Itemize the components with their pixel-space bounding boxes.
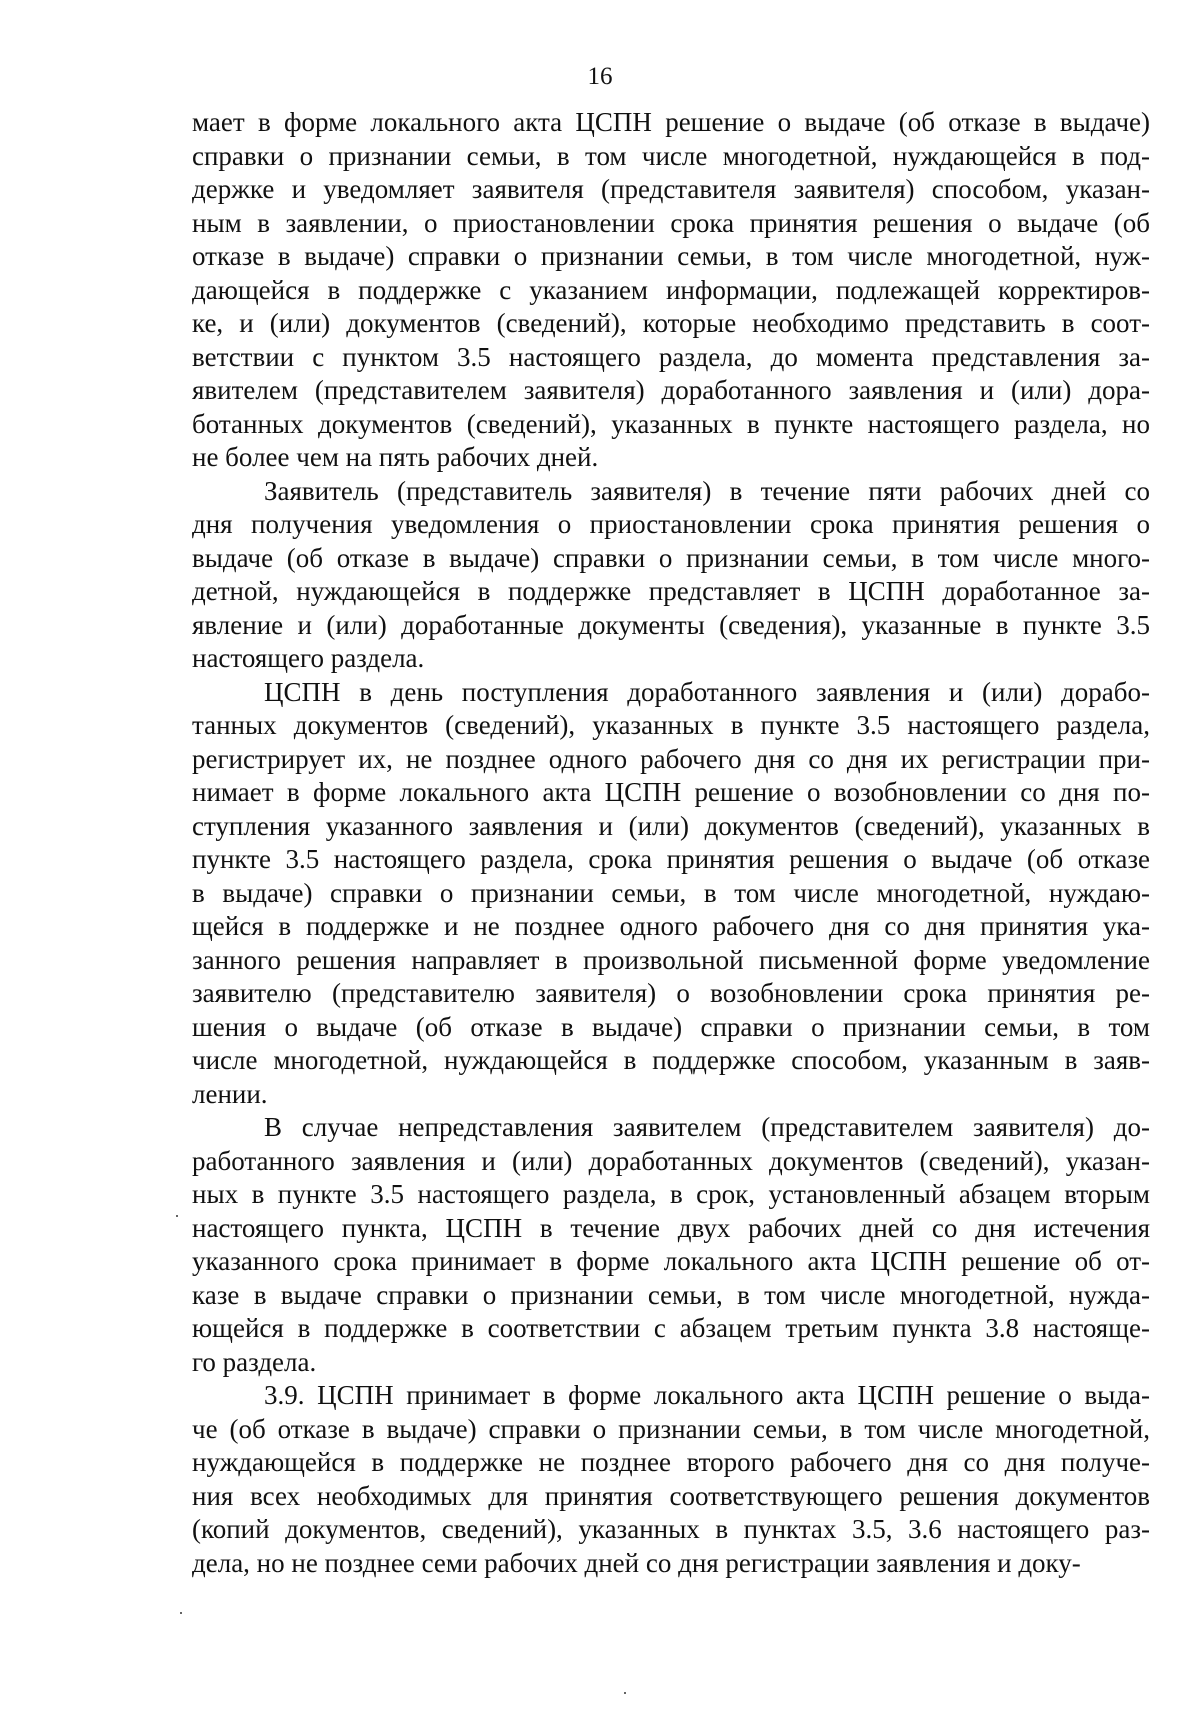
text-line: выдаче (об отказе в выдаче) справки о признании семьи, в том числе много- [192,542,1150,573]
text-line: (копий документов, сведений), указанных в пунктах 3.5, 3.6 настоящего раз- [192,1514,1150,1544]
text-line: настоящего пункта, ЦСПН в течение двух рабочих дней со дня истечения [192,1212,1150,1243]
paragraph [192,106,1150,475]
text-line: 3.9. ЦСПН принимает в форме локального акта ЦСПН решение о выда- [264,1380,1150,1410]
text-line: танных документов (сведений), указанных в пункте 3.5 настоящего раздела, [192,710,1150,740]
text-line: нуждающейся в поддержке не позднее второго рабочего дня со дня получе- [192,1447,1150,1477]
text-line: отказе в выдаче) справки о признании семьи, в том числе многодетной, нуж- [192,241,1150,271]
text-line: шения о выдаче (об отказе в выдаче) справки о признании семьи, в том [192,1011,1150,1042]
text-line: настоящего раздела. [192,643,425,673]
text-line: занного решения направляет в произвольной письменной форме уведомление [192,944,1150,975]
scan-speck [624,1692,626,1694]
text-line: справки о признании семьи, в том числе многодетной, нуждающейся в под- [192,140,1150,171]
text-line: ЦСПН в день поступления доработанного заявления и (или) дорабо- [264,676,1150,707]
scan-speck [180,1612,182,1614]
text-line: лении. [192,1078,268,1109]
text-line: работанного заявления и (или) доработанных документов (сведений), указан- [192,1145,1150,1176]
page-number: 16 [587,63,613,90]
text-line: В случае непредставления заявителем (представителем заявителя) до- [264,1112,1150,1142]
paragraph [192,1379,1150,1580]
text-line: явителем (представителем заявителя) доработанного заявления и (или) дора- [192,375,1150,405]
text-line: пункте 3.5 настоящего раздела, срока принятия решения о выдаче (об отказе [192,844,1150,874]
text-line: заявителю (представителю заявителя) о возобновлении срока принятия ре- [192,978,1150,1008]
text-line: детной, нуждающейся в поддержке представляет в ЦСПН доработанное за- [192,576,1150,606]
scan-speck [176,1215,178,1217]
paragraph [192,676,1150,1112]
text-line: щейся в поддержке и не позднее одного рабочего дня со дня принятия ука- [192,911,1150,941]
text-line: че (об отказе в выдаче) справки о признании семьи, в том числе многодетной, [192,1413,1150,1444]
text-line: регистрирует их, не позднее одного рабочего дня со дня их регистрации при- [192,743,1150,774]
document-body [192,106,1150,1580]
text-line: не более чем на пять рабочих дней. [192,442,599,472]
text-line: держке и уведомляет заявителя (представителя заявителя) способом, указан- [192,174,1150,204]
text-line: казе в выдаче справки о признании семьи, в том числе многодетной, нужда- [192,1279,1150,1310]
text-line: ветствии с пунктом 3.5 настоящего раздела, до момента представления за- [192,341,1150,372]
paragraph [192,1111,1150,1379]
text-line: ных в пункте 3.5 настоящего раздела, в срок, установленный абзацем вторым [192,1179,1150,1209]
text-line: мает в форме локального акта ЦСПН решение о выдаче (об отказе в выдаче) [192,107,1150,137]
text-line: ным в заявлении, о приостановлении срока принятия решения о выдаче (об [192,207,1150,238]
text-line: го раздела. [192,1346,317,1377]
paragraph [192,475,1150,676]
text-line: ния всех необходимых для принятия соответствующего решения документов [192,1480,1150,1511]
text-line: ющейся в поддержке в соответствии с абзацем третьим пункта 3.8 настояще- [192,1313,1150,1343]
text-line: дающейся в поддержке с указанием информации, подлежащей корректиров- [192,274,1150,305]
text-line: ступления указанного заявления и (или) документов (сведений), указанных в [192,810,1150,841]
text-line: нимает в форме локального акта ЦСПН решение о возобновлении со дня по- [192,777,1150,807]
text-line: ботанных документов (сведений), указанных в пункте настоящего раздела, но [192,408,1150,439]
text-line: явление и (или) доработанные документы (сведения), указанные в пункте 3.5 [192,609,1150,640]
text-line: указанного срока принимает в форме локального акта ЦСПН решение об от- [192,1246,1150,1276]
text-line: ке, и (или) документов (сведений), которые необходимо представить в соот- [192,308,1150,338]
text-line: в выдаче) справки о признании семьи, в том числе многодетной, нуждаю- [192,877,1150,908]
text-line: дня получения уведомления о приостановлении срока принятия решения о [192,509,1150,539]
text-line: Заявитель (представитель заявителя) в течение пяти рабочих дней со [264,475,1150,506]
text-line: числе многодетной, нуждающейся в поддержке способом, указанным в заяв- [192,1045,1150,1075]
text-line: дела, но не позднее семи рабочих дней со дня регистрации заявления и доку- [192,1547,1081,1578]
